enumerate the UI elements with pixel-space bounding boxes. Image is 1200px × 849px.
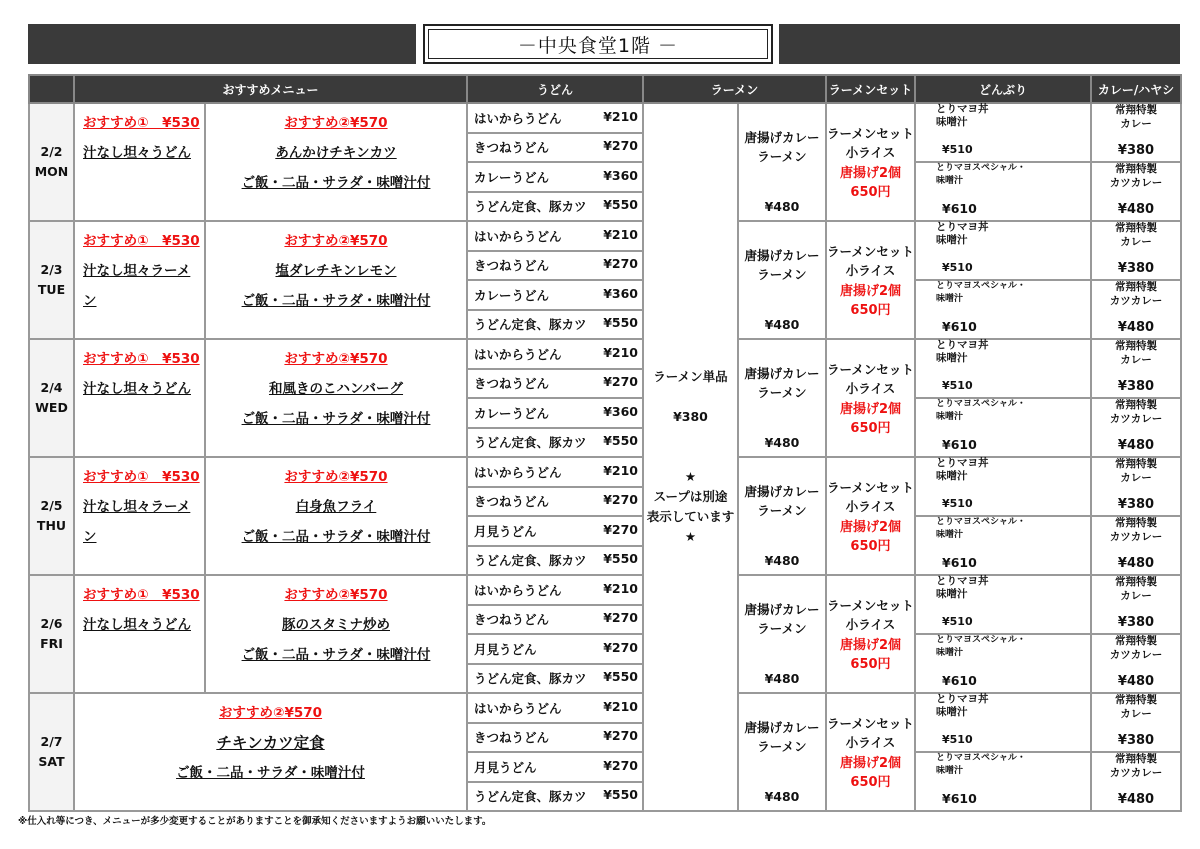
ramen-set-karaage: 唐揚げ2個 [839, 402, 902, 417]
osusume2-cell [205, 221, 467, 339]
ramen-set-karaage: 唐揚げ2個 [839, 166, 902, 181]
menu-row [29, 103, 1181, 133]
day-date: 2/7 [40, 734, 63, 749]
ramen-set-name: ラーメンセット [827, 598, 914, 613]
menu-row [29, 221, 1181, 251]
osusume2-dish: 白身魚フライ [295, 499, 377, 515]
osusume2-side: ご飯・二品・サラダ・味噌汁付 [241, 647, 431, 663]
ramen-set-karaage: 唐揚げ2個 [839, 638, 902, 653]
katsu-curry-price: ¥480 [1117, 202, 1155, 217]
ramen-set-cell [826, 575, 915, 693]
day-date: 2/4 [40, 380, 63, 395]
donburi-special-name: とりマヨスペシャル・ [936, 753, 1026, 763]
curry-brand: 常翔特製 [1115, 163, 1158, 175]
osusume1-label: おすすめ① ¥530 [83, 587, 200, 603]
udon-item [467, 398, 643, 428]
udon-item [467, 428, 643, 458]
header-date [29, 75, 74, 103]
donburi-miso: 味噌汁 [936, 588, 968, 600]
soup-note: 表示しています [646, 509, 735, 524]
ramen-curry-cell [738, 693, 826, 811]
katsu-curry-name: カツカレー [1109, 295, 1163, 307]
osusume2-dish: 和風きのこハンバーグ [268, 381, 404, 397]
ramen-curry-cell [738, 339, 826, 457]
menu-table [28, 74, 1182, 812]
osusume1-dish: 汁なし坦々ラーメン [83, 263, 191, 309]
ramen-curry-name: ラーメン [757, 621, 807, 636]
osusume2-label: おすすめ②¥570 [284, 587, 388, 603]
ramen-set-rice: 小ライス [845, 145, 896, 160]
ramen-curry-price: ¥480 [764, 789, 800, 804]
udon-item [467, 221, 643, 251]
udon-name: カレーうどん [474, 169, 550, 185]
donburi-special-price: ¥610 [942, 201, 977, 216]
title-box [423, 24, 773, 64]
ramen-set-karaage: 唐揚げ2個 [839, 284, 902, 299]
udon-price: ¥550 [603, 315, 638, 331]
donburi-cell [915, 693, 1091, 811]
curry-brand: 常翔特製 [1115, 753, 1158, 765]
udon-item [467, 546, 643, 576]
donburi-name: とりマヨ丼 [936, 693, 989, 705]
donburi-miso: 味噌汁 [936, 234, 968, 246]
donburi-miso: 味噌汁 [936, 176, 964, 186]
udon-item [467, 752, 643, 782]
udon-item [467, 457, 643, 487]
udon-price: ¥270 [603, 256, 638, 272]
ramen-curry-price: ¥480 [764, 671, 800, 686]
ramen-set-rice: 小ライス [845, 617, 896, 632]
curry-brand: 常翔特製 [1115, 104, 1158, 116]
udon-item [467, 369, 643, 399]
udon-price: ¥270 [603, 639, 638, 655]
curry-brand: 常翔特製 [1115, 517, 1158, 529]
ramen-curry-cell [738, 103, 826, 221]
osusume2-cell [205, 103, 467, 221]
ramen-curry-name: ラーメン [757, 503, 807, 518]
donburi-name: とりマヨ丼 [936, 339, 989, 351]
donburi-price: ¥510 [942, 379, 973, 392]
donburi-cell [915, 221, 1091, 339]
curry-cell [1091, 575, 1181, 693]
donburi-miso: 味噌汁 [936, 648, 964, 658]
osusume1-cell [74, 221, 205, 339]
udon-name: 月見うどん [474, 523, 537, 539]
header-curry: カレー/ハヤシ [1091, 75, 1181, 103]
udon-item [467, 162, 643, 192]
menu-row [29, 693, 1181, 723]
donburi-special-name: とりマヨスペシャル・ [936, 399, 1026, 409]
katsu-curry-name: カツカレー [1109, 531, 1163, 543]
curry-name: カレー [1120, 590, 1152, 602]
udon-name: うどん定食、豚カツ [474, 789, 587, 805]
udon-name: きつねうどん [474, 494, 550, 510]
ramen-set-name: ラーメンセット [827, 362, 914, 377]
ramen-set-rice: 小ライス [845, 499, 896, 514]
udon-price: ¥270 [603, 521, 638, 537]
ramen-set-cell [826, 339, 915, 457]
ramen-set-cell [826, 693, 915, 811]
osusume-cell [74, 693, 467, 811]
udon-name: はいからうどん [474, 582, 562, 598]
curry-name: カレー [1120, 354, 1152, 366]
udon-name: きつねうどん [474, 730, 550, 746]
udon-name: はいからうどん [474, 346, 562, 362]
ramen-curry-price: ¥480 [764, 199, 800, 214]
ramen-curry-name: 唐揚げカレー [744, 602, 820, 617]
udon-name: うどん定食、豚カツ [474, 435, 587, 451]
header-recommend: おすすめメニュー [74, 75, 467, 103]
udon-price: ¥210 [603, 226, 638, 242]
udon-name: きつねうどん [474, 258, 550, 274]
day-date: 2/5 [40, 498, 63, 513]
udon-item [467, 280, 643, 310]
udon-price: ¥270 [603, 757, 638, 773]
donburi-special-price: ¥610 [942, 319, 977, 334]
udon-name: きつねうどん [474, 140, 550, 156]
donburi-miso: 味噌汁 [936, 352, 968, 364]
udon-price: ¥210 [603, 698, 638, 714]
donburi-name: とりマヨ丼 [936, 221, 989, 233]
day-of-week: FRI [40, 636, 63, 651]
udon-price: ¥550 [603, 787, 638, 803]
osusume1-label: おすすめ① ¥530 [83, 233, 200, 249]
udon-item [467, 251, 643, 281]
osusume1-cell [74, 457, 205, 575]
osusume2-label: おすすめ②¥570 [284, 469, 388, 485]
curry-brand: 常翔特製 [1115, 222, 1158, 234]
title-bar-left [28, 24, 416, 64]
udon-price: ¥270 [603, 728, 638, 744]
day-of-week: SAT [38, 754, 65, 769]
curry-price: ¥380 [1117, 615, 1155, 630]
donburi-special-name: とりマヨスペシャル・ [936, 163, 1026, 173]
osusume1-cell [74, 339, 205, 457]
day-of-week: MON [34, 164, 69, 179]
ramen-curry-price: ¥480 [764, 317, 800, 332]
katsu-curry-name: カツカレー [1109, 649, 1163, 661]
katsu-curry-name: カツカレー [1109, 177, 1163, 189]
udon-item [467, 103, 643, 133]
ramen-set-name: ラーメンセット [827, 480, 914, 495]
katsu-curry-price: ¥480 [1117, 320, 1155, 335]
udon-name: はいからうどん [474, 700, 562, 716]
day-cell [29, 693, 74, 811]
katsu-curry-price: ¥480 [1117, 556, 1155, 571]
udon-name: はいからうどん [474, 228, 562, 244]
curry-cell [1091, 221, 1181, 339]
udon-item [467, 133, 643, 163]
soup-note: スープは別途 [653, 489, 728, 504]
donburi-special-price: ¥610 [942, 791, 977, 806]
udon-price: ¥550 [603, 433, 638, 449]
udon-name: はいからうどん [474, 464, 562, 480]
katsu-curry-price: ¥480 [1117, 674, 1155, 689]
donburi-cell [915, 457, 1091, 575]
udon-item [467, 782, 643, 812]
ramen-curry-name: 唐揚げカレー [744, 720, 820, 735]
udon-name: うどん定食、豚カツ [474, 553, 587, 569]
osusume2-cell [205, 457, 467, 575]
header-ramen-set: ラーメンセット [826, 75, 915, 103]
ramen-single-cell [643, 103, 738, 811]
ramen-set-price: 650円 [850, 421, 891, 436]
osusume1-dish: 汁なし坦々ラーメン [83, 499, 191, 545]
udon-item [467, 693, 643, 723]
ramen-set-cell [826, 457, 915, 575]
udon-item [467, 634, 643, 664]
menu-body [29, 103, 1181, 811]
osusume1-label: おすすめ① ¥530 [83, 469, 200, 485]
header-row [29, 75, 1181, 103]
donburi-price: ¥510 [942, 497, 973, 510]
udon-price: ¥270 [603, 492, 638, 508]
udon-item [467, 605, 643, 635]
udon-price: ¥270 [603, 610, 638, 626]
osusume1-cell [74, 103, 205, 221]
donburi-miso: 味噌汁 [936, 766, 964, 776]
osusume2-side: ご飯・二品・サラダ・味噌汁付 [241, 411, 431, 427]
ramen-curry-price: ¥480 [764, 553, 800, 568]
header-ramen: ラーメン [643, 75, 826, 103]
donburi-special-name: とりマヨスペシャル・ [936, 281, 1026, 291]
ramen-curry-price: ¥480 [764, 435, 800, 450]
donburi-miso: 味噌汁 [936, 116, 968, 128]
osusume2-cell [205, 339, 467, 457]
ramen-set-name: ラーメンセット [827, 244, 914, 259]
katsu-curry-name: カツカレー [1109, 413, 1163, 425]
menu-row [29, 339, 1181, 369]
udon-price: ¥210 [603, 580, 638, 596]
udon-price: ¥550 [603, 551, 638, 567]
menu-row [29, 575, 1181, 605]
udon-price: ¥550 [603, 669, 638, 685]
donburi-miso: 味噌汁 [936, 412, 964, 422]
osusume2-dish: 豚のスタミナ炒め [282, 617, 390, 633]
curry-cell [1091, 103, 1181, 221]
day-cell [29, 457, 74, 575]
udon-item [467, 664, 643, 694]
osusume1-label: おすすめ① ¥530 [83, 115, 200, 131]
day-of-week: THU [36, 518, 67, 533]
ramen-set-karaage: 唐揚げ2個 [839, 756, 902, 771]
udon-name: うどん定食、豚カツ [474, 199, 587, 215]
ramen-curry-name: ラーメン [757, 149, 807, 164]
ramen-curry-name: 唐揚げカレー [744, 130, 820, 145]
donburi-name: とりマヨ丼 [936, 103, 989, 115]
udon-price: ¥210 [603, 344, 638, 360]
osusume2-label: おすすめ②¥570 [218, 705, 323, 721]
udon-price: ¥210 [603, 462, 638, 478]
header-donburi: どんぶり [915, 75, 1091, 103]
donburi-special-price: ¥610 [942, 555, 977, 570]
page-title: －中央食堂1階 － [428, 29, 768, 59]
donburi-miso: 味噌汁 [936, 470, 968, 482]
katsu-curry-price: ¥480 [1117, 438, 1155, 453]
donburi-miso: 味噌汁 [936, 530, 964, 540]
curry-cell [1091, 339, 1181, 457]
osusume2-dish: あんかけチキンカツ [275, 145, 397, 161]
ramen-curry-name: ラーメン [757, 385, 807, 400]
curry-brand: 常翔特製 [1115, 694, 1158, 706]
osusume2-dish: チキンカツ定食 [216, 734, 325, 752]
udon-name: うどん定食、豚カツ [474, 317, 587, 333]
ramen-single-label: ラーメン単品 [653, 369, 728, 384]
day-date: 2/3 [40, 262, 63, 277]
katsu-curry-name: カツカレー [1109, 767, 1163, 779]
ramen-set-price: 650円 [850, 185, 891, 200]
curry-price: ¥380 [1117, 143, 1155, 158]
day-date: 2/2 [40, 144, 63, 159]
udon-price: ¥210 [603, 108, 638, 124]
osusume2-side: ご飯・二品・サラダ・味噌汁付 [241, 293, 431, 309]
donburi-cell [915, 339, 1091, 457]
donburi-miso: 味噌汁 [936, 706, 968, 718]
curry-price: ¥380 [1117, 379, 1155, 394]
star-icon: ★ [684, 469, 697, 484]
udon-item [467, 487, 643, 517]
udon-name: はいからうどん [474, 110, 562, 126]
donburi-name: とりマヨ丼 [936, 457, 989, 469]
ramen-set-name: ラーメンセット [827, 126, 914, 141]
star-icon: ★ [684, 529, 697, 544]
curry-price: ¥380 [1117, 261, 1155, 276]
udon-price: ¥270 [603, 138, 638, 154]
osusume2-cell [205, 575, 467, 693]
curry-name: カレー [1120, 236, 1152, 248]
curry-name: カレー [1120, 472, 1152, 484]
udon-name: カレーうどん [474, 405, 550, 421]
ramen-curry-cell [738, 575, 826, 693]
udon-item [467, 516, 643, 546]
udon-name: 月見うどん [474, 759, 537, 775]
udon-item [467, 310, 643, 340]
ramen-set-karaage: 唐揚げ2個 [839, 520, 902, 535]
day-date: 2/6 [40, 616, 63, 631]
ramen-set-price: 650円 [850, 303, 891, 318]
donburi-price: ¥510 [942, 615, 973, 628]
ramen-set-name: ラーメンセット [827, 716, 914, 731]
ramen-single-price: ¥380 [673, 409, 708, 424]
ramen-set-price: 650円 [850, 539, 891, 554]
osusume2-label: おすすめ②¥570 [284, 233, 388, 249]
ramen-curry-name: 唐揚げカレー [744, 484, 820, 499]
ramen-set-cell [826, 221, 915, 339]
donburi-miso: 味噌汁 [936, 294, 964, 304]
osusume1-dish: 汁なし坦々うどん [83, 381, 191, 397]
ramen-curry-cell [738, 457, 826, 575]
udon-price: ¥550 [603, 197, 638, 213]
udon-name: きつねうどん [474, 612, 550, 628]
donburi-name: とりマヨ丼 [936, 575, 989, 587]
ramen-set-rice: 小ライス [845, 263, 896, 278]
curry-price: ¥380 [1117, 497, 1155, 512]
curry-brand: 常翔特製 [1115, 340, 1158, 352]
curry-cell [1091, 693, 1181, 811]
donburi-special-name: とりマヨスペシャル・ [936, 517, 1026, 527]
ramen-curry-cell [738, 221, 826, 339]
ramen-set-rice: 小ライス [845, 381, 896, 396]
osusume2-label: おすすめ②¥570 [284, 351, 388, 367]
curry-brand: 常翔特製 [1115, 399, 1158, 411]
osusume2-dish: 塩ダレチキンレモン [275, 263, 397, 279]
osusume2-side: ご飯・二品・サラダ・味噌汁付 [241, 529, 431, 545]
udon-price: ¥270 [603, 374, 638, 390]
curry-brand: 常翔特製 [1115, 576, 1158, 588]
ramen-curry-name: 唐揚げカレー [744, 366, 820, 381]
donburi-price: ¥510 [942, 261, 973, 274]
osusume1-cell [74, 575, 205, 693]
day-cell [29, 221, 74, 339]
curry-brand: 常翔特製 [1115, 281, 1158, 293]
udon-price: ¥360 [603, 167, 638, 183]
udon-name: 月見うどん [474, 641, 537, 657]
ramen-set-rice: 小ライス [845, 735, 896, 750]
footer-note: ※仕入れ等につき、メニューが多少変更することがありますことを御承知くださいますようお願いいたします。 [18, 816, 492, 827]
donburi-price: ¥510 [942, 143, 973, 156]
osusume2-label: おすすめ②¥570 [284, 115, 388, 131]
curry-name: カレー [1120, 708, 1152, 720]
donburi-special-price: ¥610 [942, 673, 977, 688]
curry-cell [1091, 457, 1181, 575]
curry-brand: 常翔特製 [1115, 458, 1158, 470]
udon-name: カレーうどん [474, 287, 550, 303]
title-bar-right [779, 24, 1180, 64]
udon-item [467, 339, 643, 369]
donburi-special-name: とりマヨスペシャル・ [936, 635, 1026, 645]
donburi-price: ¥510 [942, 733, 973, 746]
donburi-cell [915, 575, 1091, 693]
day-of-week: WED [35, 400, 68, 415]
curry-name: カレー [1120, 118, 1152, 130]
udon-item [467, 723, 643, 753]
osusume1-label: おすすめ① ¥530 [83, 351, 200, 367]
osusume1-dish: 汁なし坦々うどん [83, 617, 191, 633]
ramen-curry-name: 唐揚げカレー [744, 248, 820, 263]
day-cell [29, 575, 74, 693]
katsu-curry-price: ¥480 [1117, 792, 1155, 807]
ramen-curry-name: ラーメン [757, 267, 807, 282]
ramen-set-price: 650円 [850, 657, 891, 672]
udon-name: きつねうどん [474, 376, 550, 392]
osusume2-side: ご飯・二品・サラダ・味噌汁付 [176, 765, 365, 781]
ramen-set-cell [826, 103, 915, 221]
curry-price: ¥380 [1117, 733, 1155, 748]
udon-item [467, 192, 643, 222]
day-of-week: TUE [37, 282, 66, 297]
osusume2-side: ご飯・二品・サラダ・味噌汁付 [241, 175, 431, 191]
donburi-special-price: ¥610 [942, 437, 977, 452]
day-cell [29, 339, 74, 457]
udon-price: ¥360 [603, 285, 638, 301]
day-cell [29, 103, 74, 221]
curry-brand: 常翔特製 [1115, 635, 1158, 647]
udon-name: うどん定食、豚カツ [474, 671, 587, 687]
menu-row [29, 457, 1181, 487]
udon-price: ¥360 [603, 403, 638, 419]
ramen-curry-name: ラーメン [757, 739, 807, 754]
ramen-set-price: 650円 [850, 775, 891, 790]
header-udon: うどん [467, 75, 643, 103]
udon-item [467, 575, 643, 605]
osusume1-dish: 汁なし坦々うどん [83, 145, 191, 161]
donburi-cell [915, 103, 1091, 221]
